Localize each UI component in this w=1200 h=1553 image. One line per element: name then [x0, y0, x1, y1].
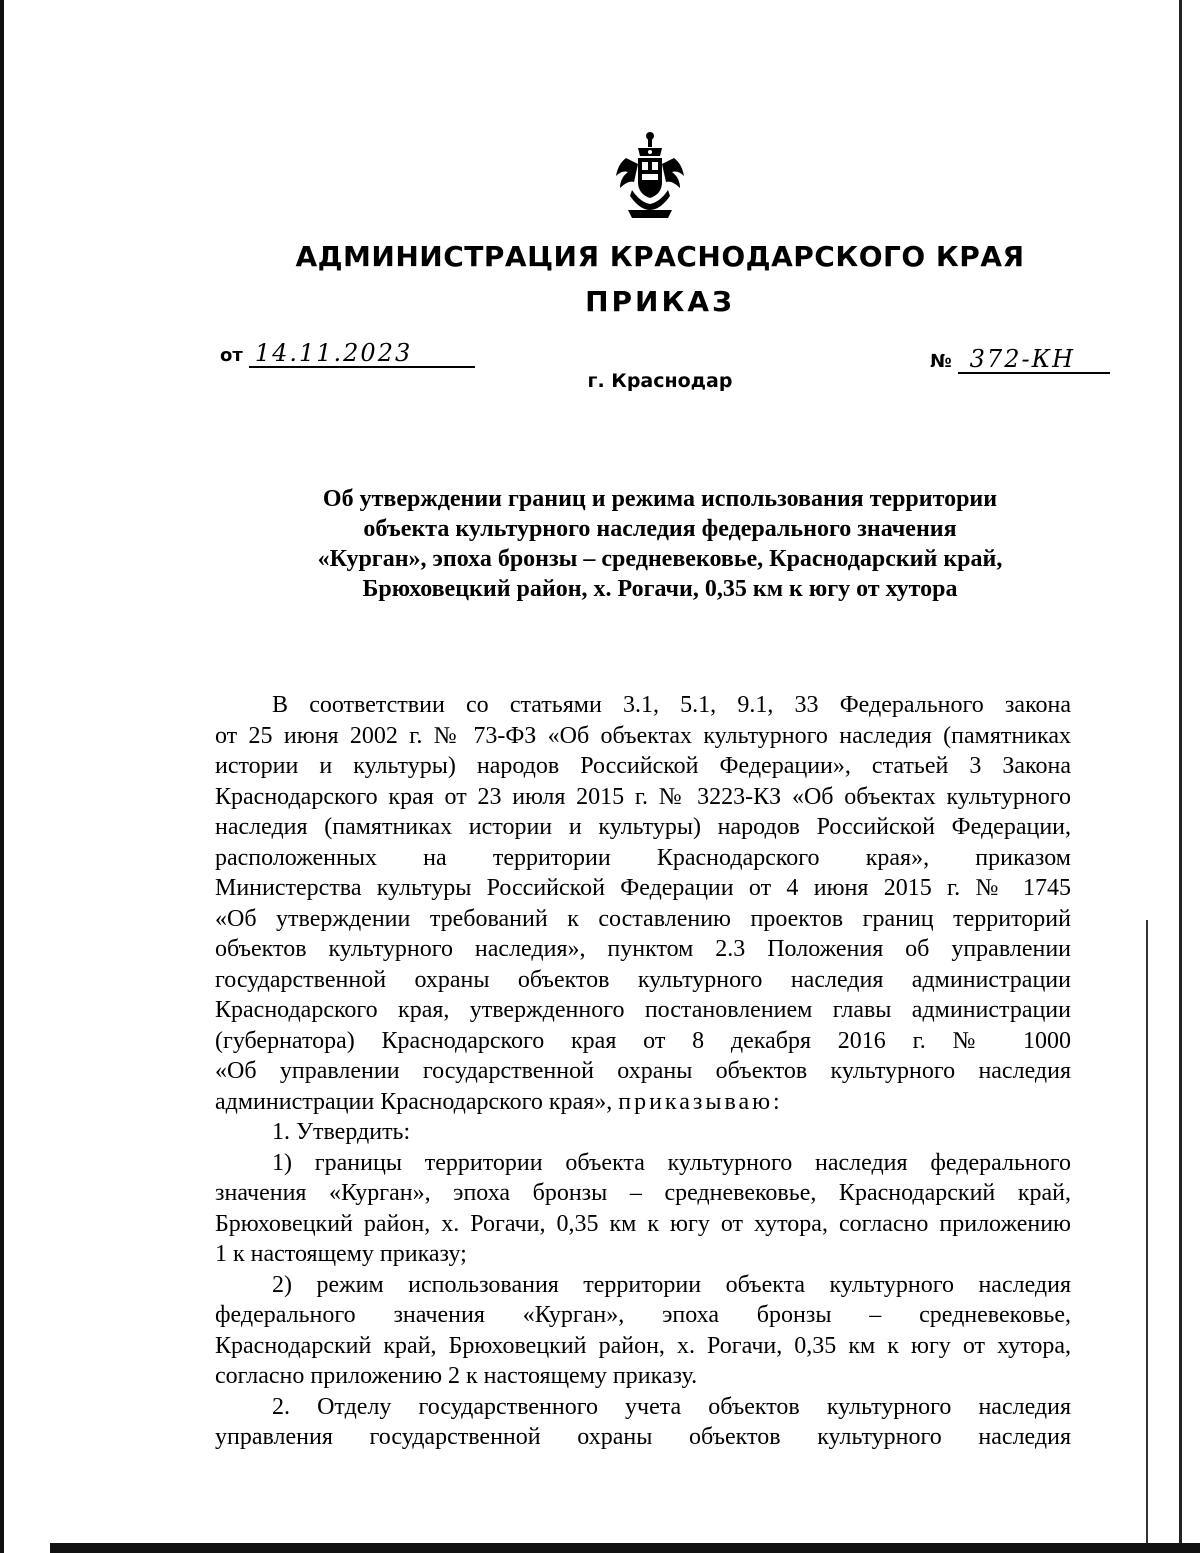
body-line: объектов культурного наследия», пунктом 2.3 Положения об управлении — [215, 936, 1071, 962]
number-label: № — [930, 351, 952, 372]
body-line-part: администрации Краснодарского края», — [215, 1088, 613, 1115]
date-label: от — [220, 345, 243, 366]
document-body — [215, 690, 1071, 1453]
coat-of-arms-icon — [612, 130, 688, 220]
body-line: «Об управлении государственной охраны объектов культурного наследия — [215, 1058, 1071, 1084]
date-field — [220, 340, 475, 368]
body-line: Министерства культуры Российской Федерации от 4 июня 2015 г. № 1745 — [215, 875, 1071, 901]
city: г. Краснодар — [587, 370, 733, 392]
body-line: управления государственной охраны объектов культурного наследия — [215, 1424, 1071, 1450]
body-line: расположенных на территории Краснодарского края», приказом — [215, 844, 1071, 871]
body-line: 1) границы территории объекта культурного наследия федерального — [272, 1149, 1071, 1176]
body-line: 1 к настоящему приказу; — [215, 1241, 467, 1267]
body-line: 1. Утвердить: — [272, 1119, 411, 1145]
body-line: государственной охраны объектов культурного наследия администрации — [215, 966, 1071, 993]
scan-edge-right-inner — [1146, 920, 1148, 1553]
subject-line: Об утверждении границ и режима использования территории — [322, 486, 998, 512]
scan-edge-right — [1179, 0, 1182, 1553]
body-line: истории и культуры) народов Российской Федерации», статьей 3 Закона — [215, 753, 1071, 779]
body-line: Краснодарский край, Брюховецкий район, х. Рогачи, 0,35 км к югу от хутора, — [215, 1332, 1071, 1359]
subject-line: «Курган», эпоха бронзы – средневековье, Краснодарский край, — [317, 546, 1003, 572]
body-line: Брюховецкий район, х. Рогачи, 0,35 км к югу от хутора, согласно приложению — [215, 1210, 1071, 1237]
body-line: согласно приложению 2 к настоящему приказу. — [215, 1363, 698, 1389]
scan-edge-bottom — [50, 1543, 1200, 1553]
body-line: В соответствии со статьями 3.1, 5.1, 9.1, 33 Федерального закона — [272, 692, 1071, 718]
organization-title: АДМИНИСТРАЦИЯ КРАСНОДАРСКОГО КРАЯ — [295, 240, 1025, 273]
body-line: значения «Курган», эпоха бронзы – средневековье, Краснодарский край, — [215, 1180, 1071, 1206]
body-line: 2) режим использования территории объекта культурного наследия — [272, 1271, 1071, 1298]
subject-line: Брюховецкий район, х. Рогачи, 0,35 км к югу от хутора — [362, 576, 958, 602]
body-line: (губернатора) Краснодарского края от 8 декабря 2016 г. № 1000 — [215, 1027, 1071, 1054]
body-line: «Об утверждении требований к составлению проектов границ территорий — [215, 905, 1071, 932]
date-value: 14.11.2023 — [249, 340, 475, 368]
body-line: от 25 июня 2002 г. № 73-ФЗ «Об объектах культурного наследия (памятниках — [215, 722, 1071, 749]
subject-line: объекта культурного наследия федерального значения — [363, 516, 957, 542]
body-line: Краснодарского края от 23 июля 2015 г. № 3223-КЗ «Об объектах культурного — [215, 783, 1071, 810]
scan-edge-left — [0, 0, 4, 1553]
body-line: наследия (памятниках истории и культуры) народов Российской Федерации, — [215, 814, 1071, 840]
body-line: федерального значения «Курган», эпоха бронзы – средневековье, — [215, 1302, 1071, 1328]
body-line — [215, 1087, 1071, 1118]
body-line: 2. Отделу государственного учета объектов культурного наследия — [272, 1393, 1071, 1420]
document-subject — [240, 484, 1080, 604]
prikazyvayu-word: приказываю: — [618, 1088, 783, 1115]
body-line: Краснодарского края, утвержденного постановлением главы администрации — [215, 997, 1071, 1023]
document-type: ПРИКАЗ — [585, 285, 735, 318]
number-value: 372-КН — [958, 346, 1110, 374]
